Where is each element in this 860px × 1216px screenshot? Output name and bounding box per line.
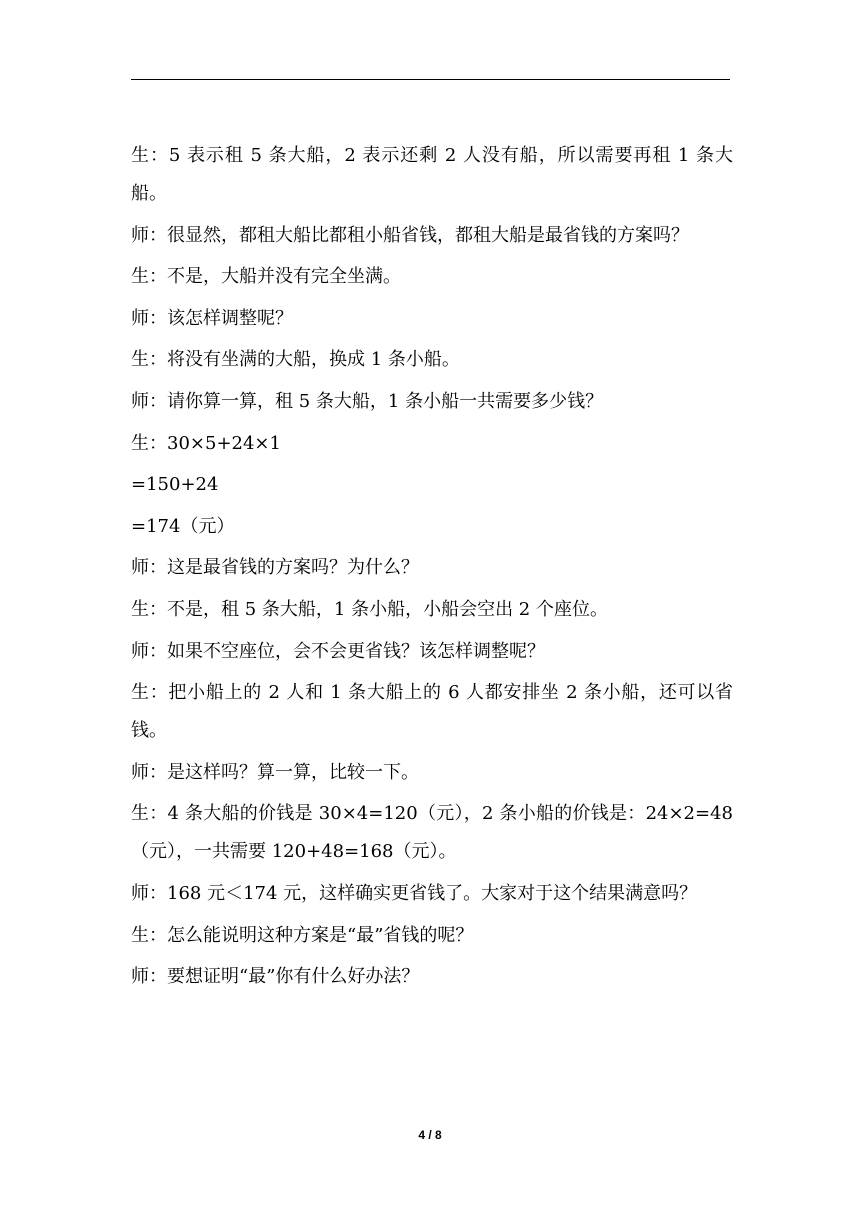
- paragraph: 师：请你算一算，租 5 条大船，1 条小船一共需要多少钱？: [131, 390, 604, 412]
- paragraph: 师：该怎样调整呢？: [131, 307, 293, 329]
- paragraph: =150+24: [131, 474, 219, 496]
- paragraph: 生：不是，租 5 条大船，1 条小船，小船会空出 2 个座位。: [131, 598, 608, 620]
- header-rule: [131, 79, 730, 80]
- page-number: 4 / 8: [418, 1128, 442, 1142]
- paragraph: 师：要想证明“最”你有什么好办法？: [131, 966, 420, 988]
- paragraph: 生：不是，大船并没有完全坐满。: [131, 266, 401, 288]
- document-body: [131, 137, 733, 1000]
- paragraph: 师：这是最省钱的方案吗？为什么？: [131, 557, 419, 579]
- paragraph: 生：4 条大船的价钱是 30×4=120（元），2 条小船的价钱是：24×2=48（元），一共需要 120+48=168（元）。: [131, 803, 733, 863]
- paragraph: 师：很显然，都租大船比都租小船省钱，都租大船是最省钱的方案吗？: [131, 224, 689, 246]
- paragraph: 生：怎么能说明这种方案是“最”省钱的呢？: [131, 924, 474, 946]
- paragraph: 生：5 表示租 5 条大船，2 表示还剩 2 人没有船，所以需要再租 1 条大船。: [131, 145, 733, 204]
- paragraph: 生：30×5+24×1: [131, 432, 281, 454]
- paragraph: 师：如果不空座位，会不会更省钱？该怎样调整呢？: [131, 640, 545, 662]
- paragraph: =174（元）: [131, 515, 235, 537]
- paragraph: 师：168 元＜174 元，这样确实更省钱了。大家对于这个结果满意吗？: [131, 882, 698, 904]
- paragraph: 师：是这样吗？算一算，比较一下。: [131, 761, 419, 783]
- paragraph: 生：把小船上的 2 人和 1 条大船上的 6 人都安排坐 2 条小船，还可以省钱。: [131, 682, 733, 742]
- paragraph: 生：将没有坐满的大船，换成 1 条小船。: [131, 349, 460, 371]
